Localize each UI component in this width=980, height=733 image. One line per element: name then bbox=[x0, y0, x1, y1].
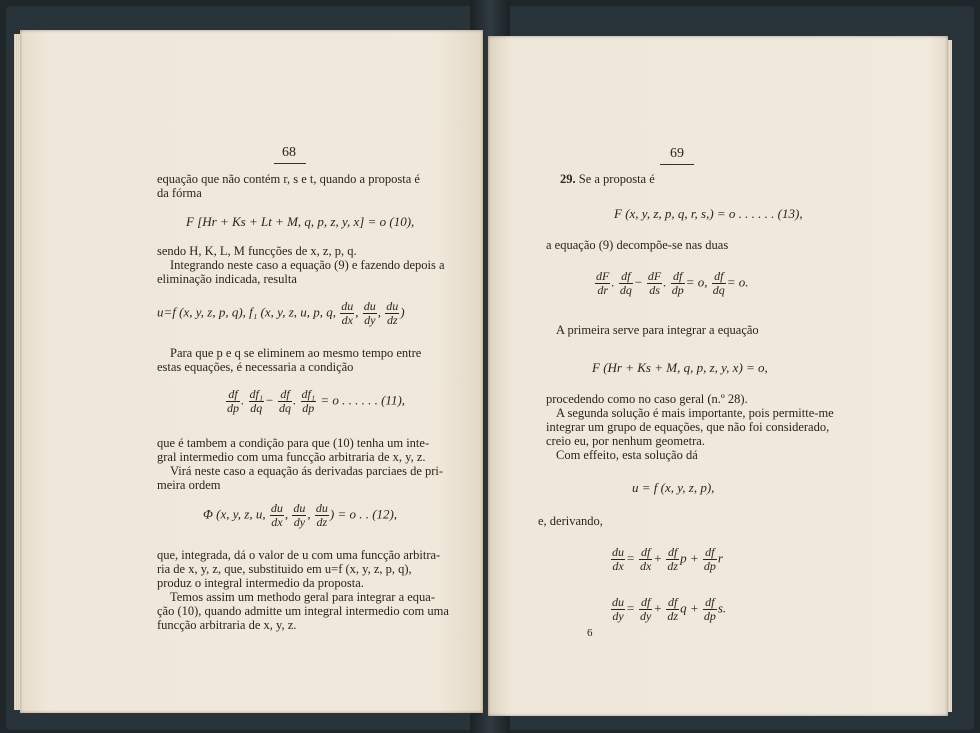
fraction: $\frac{dF}{ds}$ bbox=[647, 269, 662, 297]
text-line: A segunda solução é mais importante, pois permitte-me bbox=[556, 406, 834, 420]
text-line: Virá neste caso a equação ás derivadas parciaes de pri- bbox=[170, 464, 444, 478]
fraction: $\frac{du}{dy}$ bbox=[363, 299, 376, 327]
fraction: $\frac{dF}{dr}$ bbox=[596, 269, 610, 297]
fraction: $\frac{du}{dy}$ bbox=[293, 501, 306, 529]
equation-10: F [Hr + Ks + Lt + M, q, p, z, y, x] = o (10), bbox=[186, 214, 415, 229]
equation-u-text: u=f (x, y, z, p, q), f₁ (x, y, z, u, p, q, bbox=[157, 304, 337, 320]
text-line: Temos assim um methodo geral para integrar a equa- bbox=[170, 590, 436, 604]
fraction: $\frac{du}{dz}$ bbox=[386, 299, 399, 327]
text-line: meira ordem bbox=[157, 478, 221, 492]
text-line: Integrando neste caso a equação (9) e fazendo depois a bbox=[170, 258, 445, 272]
text-line: integrar um grupo de equações, que não foi considerado, bbox=[546, 420, 830, 434]
text-line: A primeira serve para integrar a equação bbox=[556, 323, 759, 337]
fraction: $\frac{du}{dx}$ bbox=[612, 545, 624, 573]
text-line: e, derivando, bbox=[538, 514, 603, 528]
fraction: $\frac{df}{dq}$ bbox=[279, 387, 292, 415]
equation-u: u=f (x, y, z, p, q), f₁ (x, y, z, u, p, q, $\frac{du}{dx}$ , $\frac{du}{dy}$ , $\frac{du}{dz}$ ) bbox=[157, 299, 405, 327]
page-number: 68 bbox=[282, 145, 296, 160]
fraction: $\frac{du}{dz}$ bbox=[315, 501, 328, 529]
text-line: ção (10), quando admitte um integral intermedio com uma bbox=[157, 604, 449, 618]
fraction: $\frac{du}{dx}$ bbox=[270, 501, 283, 529]
text-line: que, integrada, dá o valor de u com uma funcção arbitra- bbox=[157, 548, 441, 562]
text-line: a equação (9) decompõe-se nas duas bbox=[546, 238, 729, 252]
fraction: $\frac{df}{dq}$ bbox=[619, 269, 632, 297]
fraction: $\frac{df}{dp}$ bbox=[703, 545, 716, 573]
fraction: $\frac{df}{dz}$ bbox=[667, 595, 679, 623]
fraction: $\frac{df}{dz}$ bbox=[667, 545, 679, 573]
equation-u: u = f (x, y, z, p), bbox=[632, 480, 715, 495]
text-line: Para que p e q se eliminem ao mesmo tempo entre bbox=[170, 346, 422, 360]
fraction: $\frac{\text{df₁}}{dp}$ bbox=[301, 387, 316, 415]
equation-12-prefix: Φ (x, y, z, u, bbox=[203, 506, 266, 522]
text-line: estas equações, é necessaria a condição bbox=[157, 360, 354, 374]
equation-13: F (x, y, z, p, q, r, s,) = o . . . . . . (13), bbox=[614, 206, 803, 221]
equation-12: Φ (x, y, z, u, $\frac{du}{dx}$ , $\frac{du}{dy}$ , $\frac{du}{dz}$ ) = o . . (12), bbox=[203, 501, 398, 529]
text-line: Se a proposta é bbox=[578, 172, 655, 186]
equation-12-label: = o . . (12), bbox=[337, 506, 398, 522]
fraction: $\frac{df}{dp}$ bbox=[227, 387, 239, 415]
fraction: $\frac{df}{dy}$ bbox=[640, 595, 652, 623]
text-line: funcção arbitraria de x, y, z. bbox=[157, 618, 297, 632]
text-line: gral intermedio com uma funcção arbitraria de x, y, z. bbox=[157, 450, 426, 464]
text-line: sendo H, K, L, M funcções de x, z, p, q. bbox=[157, 244, 357, 258]
fraction: $\frac{\text{df₁}}{dq}$ bbox=[249, 387, 264, 415]
fraction: $\frac{df}{dq}$ bbox=[712, 269, 725, 297]
text-line: produz o integral intermedio da proposta. bbox=[157, 576, 364, 590]
page-number-rule bbox=[660, 164, 694, 165]
signature-mark: 6 bbox=[587, 627, 593, 639]
fraction: $\frac{df}{dp}$ bbox=[703, 595, 716, 623]
text-line: equação que não contém r, s e t, quando a proposta é bbox=[157, 172, 420, 186]
text-line: que é tambem a condição para que (10) tenha um inte- bbox=[157, 436, 430, 450]
equation-du-dy: $\frac{du}{dy}$ = $\frac{df}{dy}$ + $\frac{df}{dz}$ q + $\frac{df}{dp}$ s. bbox=[612, 595, 727, 623]
text-line: eliminação indicada, resulta bbox=[157, 272, 297, 286]
equation-11-label: = o . . . . . . (11), bbox=[320, 392, 406, 408]
equation-second: F (Hr + Ks + M, q, p, z, y, x) = o, bbox=[592, 360, 768, 375]
fraction: $\frac{df}{dp}$ bbox=[671, 269, 684, 297]
page-number: 69 bbox=[670, 146, 684, 161]
right-page bbox=[488, 36, 948, 716]
equation-11: $\frac{df}{dp}$ . $\frac{\text{df₁}}{dq}$ − $\frac{df}{dq}$ . $\frac{\text{df₁}}{dp}$ = o . . . . . . (11), bbox=[227, 387, 406, 415]
page-number-rule bbox=[274, 163, 306, 164]
section-heading bbox=[560, 172, 655, 187]
fraction: $\frac{df}{dx}$ bbox=[640, 545, 652, 573]
text-line: creio eu, por nenhum geometra. bbox=[546, 434, 705, 448]
equation-du-dx: $\frac{du}{dx}$ = $\frac{df}{dx}$ + $\frac{df}{dz}$ p + $\frac{df}{dp}$ r bbox=[612, 545, 723, 573]
fraction: $\frac{du}{dy}$ bbox=[612, 595, 624, 623]
equation-decomposition: $\frac{dF}{dr}$ . $\frac{df}{dq}$ − $\frac{dF}{ds}$ . $\frac{df}{dp}$ = o, $\frac{df}{dq}$ = o. bbox=[596, 269, 749, 297]
text-line: ria de x, y, z, que, substituido em u=f (x, y, z, p, q), bbox=[157, 562, 412, 576]
left-page bbox=[20, 30, 483, 713]
fraction: $\frac{du}{dx}$ bbox=[341, 299, 354, 327]
section-number: 29. bbox=[560, 172, 576, 186]
text-line: Com effeito, esta solução dá bbox=[556, 448, 698, 462]
text-line: procedendo como no caso geral (n.º 28). bbox=[546, 392, 748, 406]
text-line: da fórma bbox=[157, 186, 202, 200]
